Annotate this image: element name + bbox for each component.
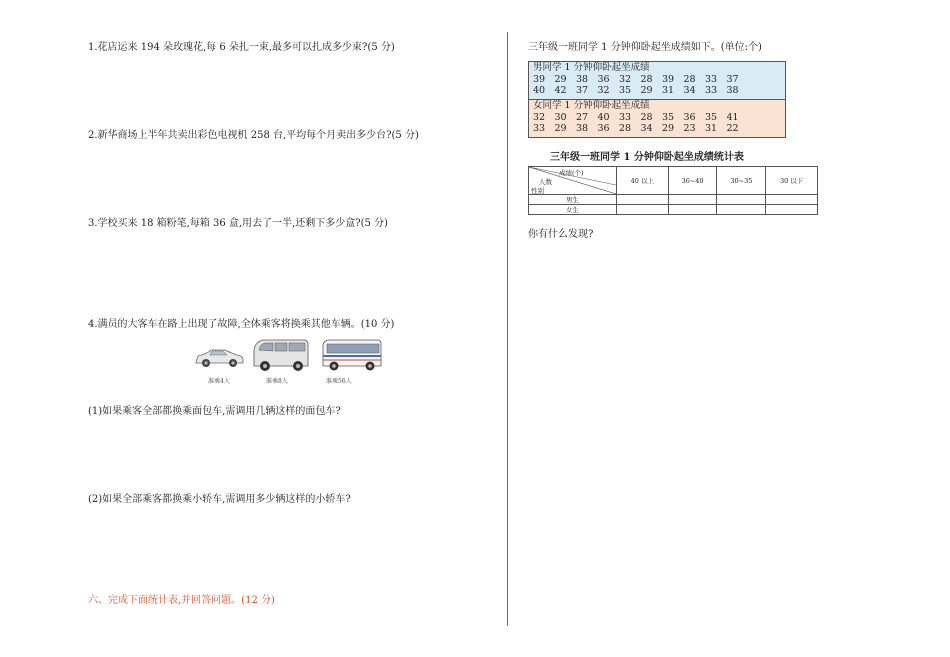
blank-cell[interactable] bbox=[617, 205, 669, 215]
score: 28 bbox=[619, 123, 632, 134]
boys-scores-row bbox=[529, 74, 785, 86]
table-header-row bbox=[529, 167, 818, 195]
blank-cell[interactable] bbox=[766, 205, 818, 215]
girls-scores-header: 女同学 1 分钟仰卧起坐成绩 bbox=[533, 100, 650, 111]
score: 42 bbox=[554, 85, 567, 96]
table-row-boys bbox=[529, 195, 818, 205]
blank-cell[interactable] bbox=[766, 195, 818, 205]
score: 38 bbox=[576, 73, 589, 85]
corner-label-score: 成绩(个) bbox=[559, 169, 584, 177]
car-icon bbox=[193, 344, 245, 370]
score: 29 bbox=[554, 73, 567, 85]
score: 38 bbox=[726, 85, 739, 96]
question-4-2: (2)如果全部乘客都换乘小轿车,需调用多少辆这样的小轿车? bbox=[88, 494, 351, 505]
blank-cell[interactable] bbox=[717, 195, 766, 205]
question-4: 4.满员的大客车在路上出现了故障,全体乘客将换乘其他车辆。(10 分) bbox=[88, 319, 395, 330]
column-header: 40 以上 bbox=[617, 167, 669, 195]
blank-cell[interactable] bbox=[617, 195, 669, 205]
score: 27 bbox=[576, 111, 589, 123]
score: 28 bbox=[640, 73, 653, 85]
question-4-1: (1)如果乘客全部都换乘面包车,需调用几辆这样的面包车? bbox=[88, 406, 341, 417]
question-2: 2.新华商场上半年共卖出彩色电视机 258 台,平均每个月卖出多少台?(5 分) bbox=[88, 130, 419, 141]
score: 39 bbox=[662, 73, 675, 85]
score: 32 bbox=[533, 111, 546, 123]
score: 33 bbox=[705, 73, 718, 85]
column-header: 30~35 bbox=[717, 167, 766, 195]
score: 36 bbox=[597, 123, 610, 134]
score: 32 bbox=[597, 85, 610, 96]
score: 40 bbox=[597, 111, 610, 123]
score: 38 bbox=[576, 123, 589, 134]
bus-capacity: 准乘56人 bbox=[326, 378, 352, 385]
score: 33 bbox=[619, 111, 632, 123]
vehicle-illustrations bbox=[193, 336, 393, 388]
score: 34 bbox=[683, 85, 696, 96]
score: 22 bbox=[726, 123, 739, 134]
stats-table bbox=[528, 166, 818, 215]
row-label: 男生 bbox=[529, 195, 617, 205]
bus-icon bbox=[321, 337, 383, 373]
score: 29 bbox=[554, 123, 567, 134]
score: 32 bbox=[619, 73, 632, 85]
blank-cell[interactable] bbox=[668, 205, 717, 215]
corner-label-gender: 性别 bbox=[531, 187, 544, 195]
score: 35 bbox=[662, 111, 675, 123]
column-divider bbox=[507, 32, 508, 626]
score: 33 bbox=[533, 123, 546, 134]
blank-cell[interactable] bbox=[668, 195, 717, 205]
score: 36 bbox=[597, 73, 610, 85]
table-corner-cell bbox=[529, 167, 617, 195]
score: 35 bbox=[705, 111, 718, 123]
car-capacity: 准乘4人 bbox=[208, 378, 230, 385]
score: 34 bbox=[640, 123, 653, 134]
score: 33 bbox=[705, 85, 718, 96]
score: 36 bbox=[683, 111, 696, 123]
boys-scores-row bbox=[529, 85, 785, 97]
girls-scores-row bbox=[529, 112, 785, 124]
column-header: 30 以下 bbox=[766, 167, 818, 195]
score: 41 bbox=[726, 111, 739, 123]
score: 31 bbox=[705, 123, 718, 134]
score: 28 bbox=[683, 73, 696, 85]
section-6-heading: 六、完成下面统计表,并回答问题。(12 分) bbox=[88, 595, 275, 606]
score: 29 bbox=[662, 123, 675, 134]
score: 35 bbox=[619, 85, 632, 96]
girls-scores-box bbox=[528, 99, 786, 138]
score: 37 bbox=[576, 85, 589, 96]
score: 40 bbox=[533, 85, 546, 96]
stats-table-title: 三年级一班同学 1 分钟仰卧起坐成绩统计表 bbox=[550, 152, 744, 163]
score: 39 bbox=[533, 73, 546, 85]
blank-cell[interactable] bbox=[717, 205, 766, 215]
score: 23 bbox=[683, 123, 696, 134]
score: 29 bbox=[640, 85, 653, 96]
findings-question: 你有什么发现? bbox=[528, 229, 594, 240]
score: 28 bbox=[640, 111, 653, 123]
table-row-girls bbox=[529, 205, 818, 215]
score: 30 bbox=[554, 111, 567, 123]
question-3: 3.学校买来 18 箱粉笔,每箱 36 盒,用去了一半,还剩下多少盒?(5 分) bbox=[88, 218, 388, 229]
boys-scores-header: 男同学 1 分钟仰卧起坐成绩 bbox=[533, 62, 650, 73]
van-capacity: 准乘8人 bbox=[266, 378, 288, 385]
score: 37 bbox=[726, 73, 739, 85]
corner-label-count: 人数 bbox=[539, 178, 552, 186]
girls-scores-row bbox=[529, 123, 785, 135]
question-1: 1.花店运来 194 朵玫瑰花,每 6 朵扎一束,最多可以扎成多少束?(5 分) bbox=[88, 42, 395, 53]
data-intro: 三年级一班同学 1 分钟仰卧起坐成绩如下。(单位:个) bbox=[528, 42, 762, 53]
row-label: 女生 bbox=[529, 205, 617, 215]
boys-scores-box bbox=[528, 61, 786, 100]
column-header: 36~40 bbox=[668, 167, 717, 195]
score: 31 bbox=[662, 85, 675, 96]
van-icon bbox=[251, 336, 311, 372]
